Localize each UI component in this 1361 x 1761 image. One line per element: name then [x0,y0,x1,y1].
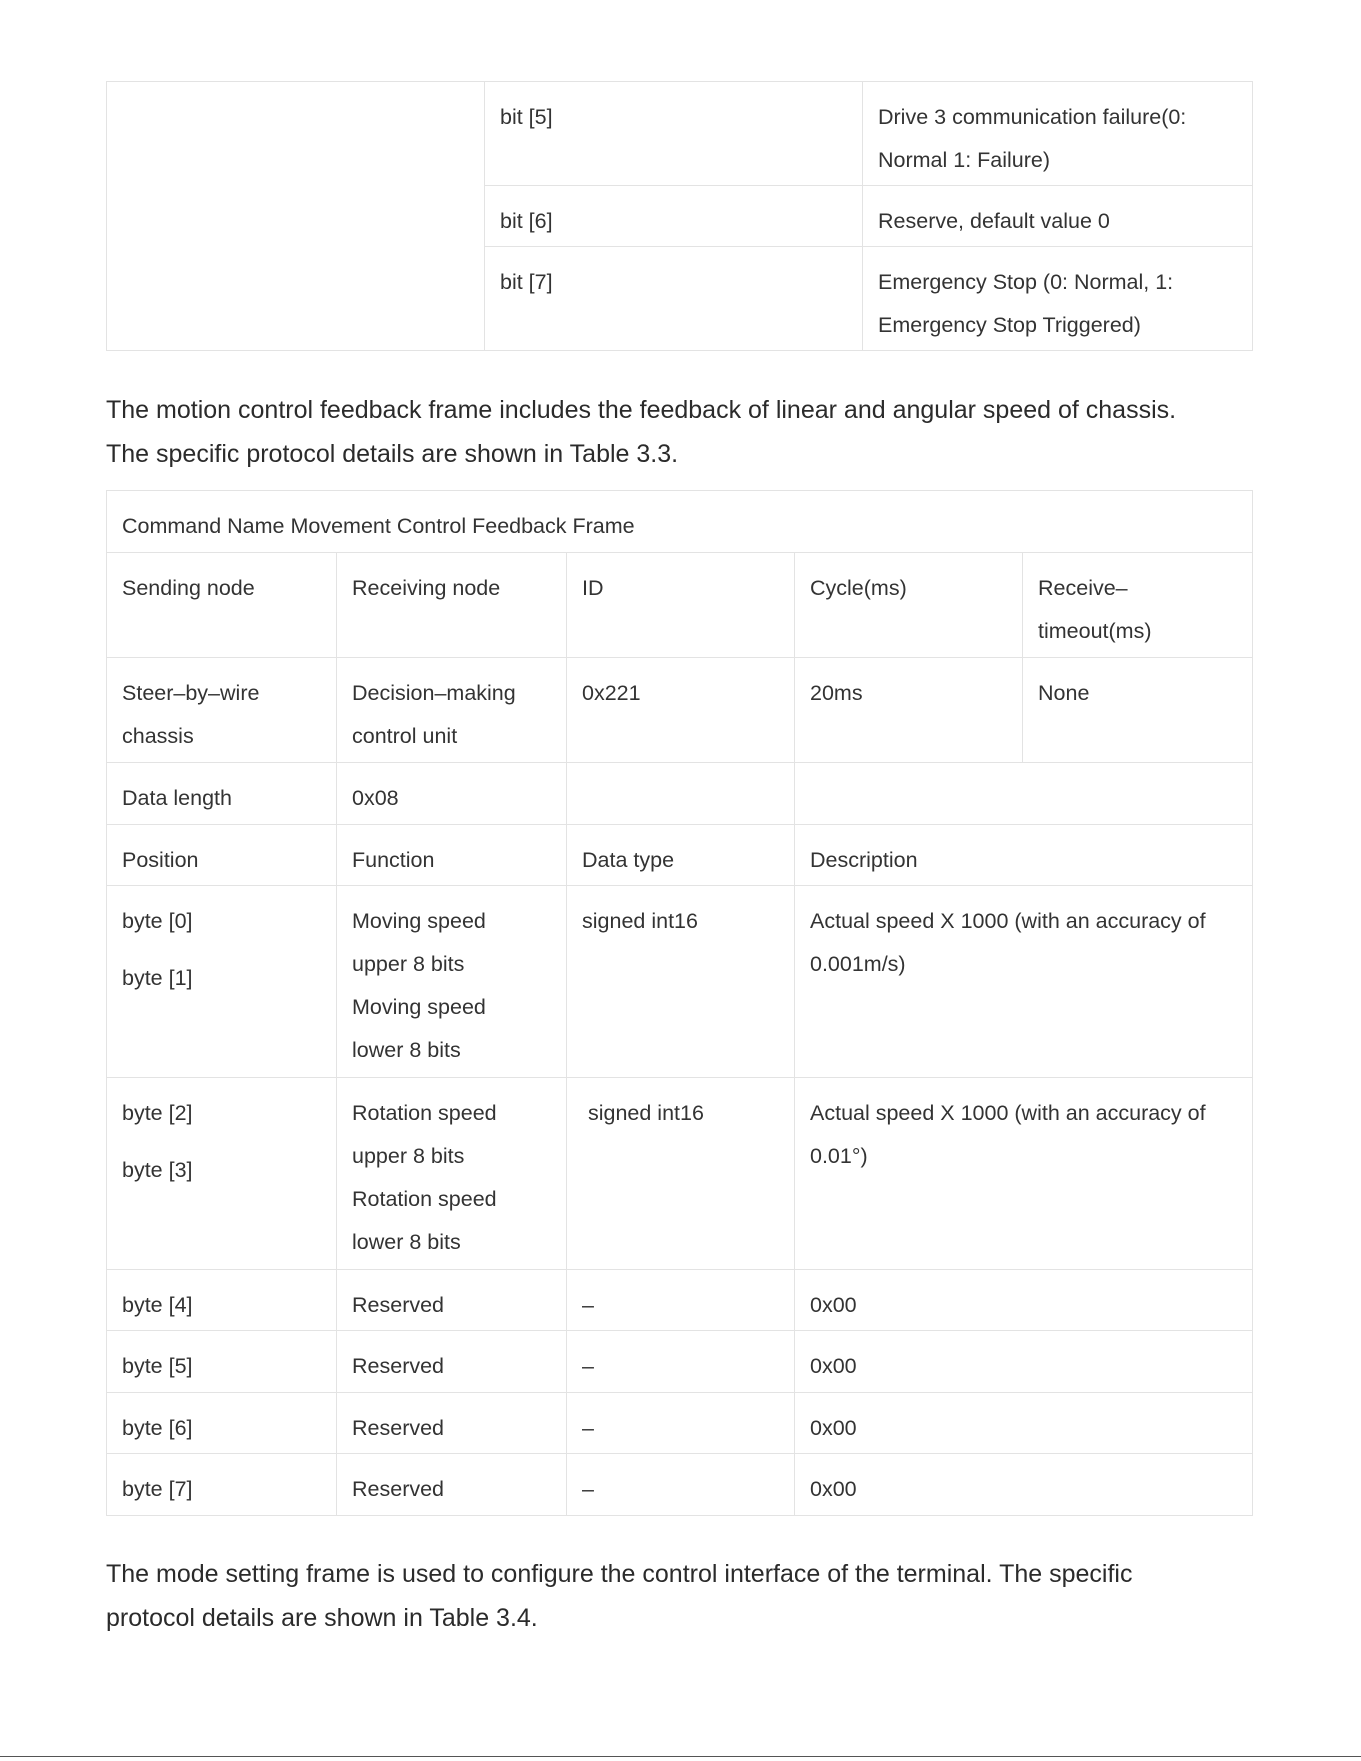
bit-description-cell: Drive 3 communication failure(0: Normal 1: Failure) [863,82,1253,186]
info-row [107,658,1253,763]
table-row [107,82,1253,186]
bit-description-cell: Emergency Stop (0: Normal, 1: Emergency Stop Triggered) [863,247,1253,351]
intro-paragraph: The motion control feedback frame includes the feedback of linear and angular speed of chassis. The specific protocol details are shown in Table 3.3. [106,396,1177,468]
data-type-cell: – [567,1270,795,1331]
table-title-row [107,491,1253,553]
position-cell: byte [7] [107,1454,337,1516]
position-cell: byte [5] [107,1331,337,1393]
cycle-value: 20ms [795,658,1023,763]
table-row [107,1393,1253,1454]
column-description: Description [795,825,1253,886]
position-cell: byte [6] [107,1393,337,1454]
column-data-type: Data type [567,825,795,886]
header-receive-timeout: Receive– timeout(ms) [1023,553,1253,658]
page-bottom-rule [0,1756,1361,1757]
column-position: Position [107,825,337,886]
description-cell: 0x00 [795,1454,1253,1516]
description-cell: 0x00 [795,1331,1253,1393]
data-type-cell: signed int16 [567,1078,795,1270]
data-length-value: 0x08 [337,763,567,825]
data-type-cell: – [567,1454,795,1516]
description-cell: 0x00 [795,1270,1253,1331]
header-cycle: Cycle(ms) [795,553,1023,658]
function-cell: Reserved [337,1454,567,1516]
empty-cell [567,763,795,825]
timeout-value: None [1023,658,1253,763]
empty-cell [795,763,1253,825]
function-cell: Moving speed upper 8 bits Moving speed lower 8 bits [337,886,567,1078]
mode-setting-paragraph: The mode setting frame is used to configure the control interface of the terminal. The specific protocol details are shown in Table 3.4. [106,1560,1133,1632]
bit-cell: bit [6] [485,186,863,247]
header-receiving-node: Receiving node [337,553,567,658]
column-function: Function [337,825,567,886]
description-cell: 0x00 [795,1393,1253,1454]
bit-cell: bit [7] [485,247,863,351]
bit-description-cell: Reserve, default value 0 [863,186,1253,247]
data-length-row [107,763,1253,825]
data-type-cell: signed int16 [567,886,795,1078]
function-cell: Reserved [337,1270,567,1331]
position-cell: byte [4] [107,1270,337,1331]
table-row [107,1270,1253,1331]
data-type-cell: – [567,1393,795,1454]
header-id: ID [567,553,795,658]
function-cell: Rotation speed upper 8 bits Rotation speed lower 8 bits [337,1078,567,1270]
bit-cell: bit [5] [485,82,863,186]
id-value: 0x221 [567,658,795,763]
empty-field-cell [107,82,485,351]
bit-status-table-continued [106,81,1253,351]
position-cell: byte [0] byte [1] [107,886,337,1078]
command-name-cell: Command Name Movement Control Feedback Frame [107,491,1253,553]
description-cell: Actual speed X 1000 (with an accuracy of 0.01°) [795,1078,1253,1270]
function-cell: Reserved [337,1331,567,1393]
movement-control-feedback-table [106,490,1253,1516]
receiving-node-value: Decision–making control unit [337,658,567,763]
position-cell: byte [2] byte [3] [107,1078,337,1270]
table-row [107,1331,1253,1393]
sending-node-value: Steer–by–wire chassis [107,658,337,763]
column-header-row [107,825,1253,886]
table-row [107,1454,1253,1516]
description-cell: Actual speed X 1000 (with an accuracy of 0.001m/s) [795,886,1253,1078]
header-sending-node: Sending node [107,553,337,658]
table-row [107,1078,1253,1270]
header-row [107,553,1253,658]
table-row [107,886,1253,1078]
data-length-label: Data length [107,763,337,825]
function-cell: Reserved [337,1393,567,1454]
data-type-cell: – [567,1331,795,1393]
